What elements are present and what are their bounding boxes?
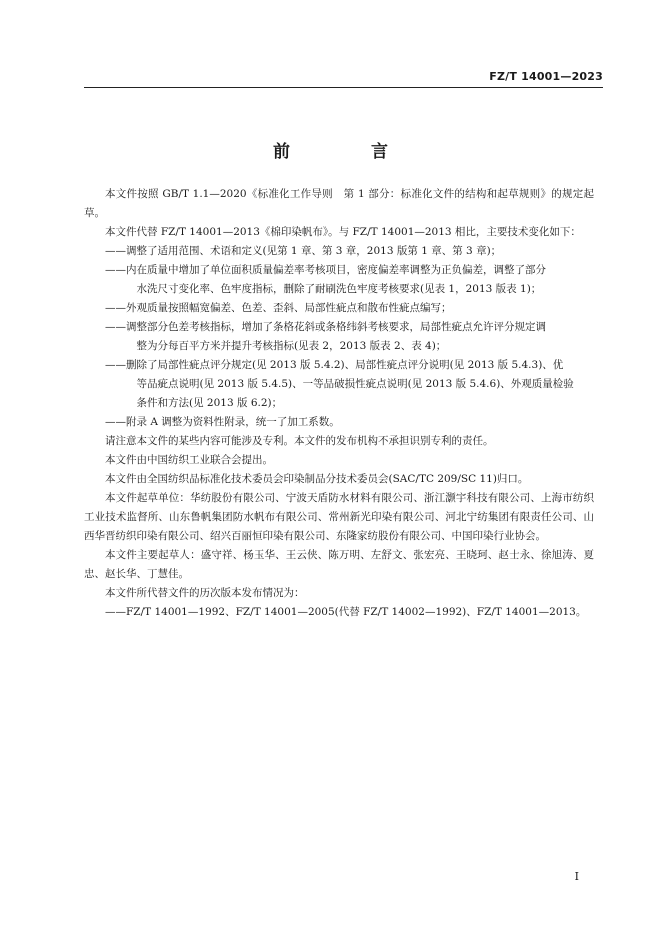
- change-item-line: 整为分每百平方米并提升考核指标(见表 2，2013 版表 2、表 4)；: [136, 340, 447, 352]
- paragraph-history: 本文件所代替文件的历次版本发布情况为：: [105, 587, 305, 599]
- change-item-line: 条件和方法(见 2013 版 6.2)；: [136, 397, 283, 409]
- header-rule: [84, 87, 603, 88]
- page-title: 前 言: [273, 142, 420, 162]
- paragraph-drafting-rules: 本文件按照 GB/T 1.1—2020《标准化工作导则 第 1 部分：标准化文件的结构和起草规则》的规定起草。: [84, 188, 594, 219]
- change-item-deletions: [84, 356, 594, 413]
- paragraph-replaces: 本文件代替 FZ/T 14001—2013《棉印染帆布》。与 FZ/T 14001—2013 相比，主要技术变化如下：: [105, 226, 581, 238]
- change-item-internal-quality: [84, 261, 594, 299]
- change-item-line: ——内在质量中增加了单位面积质量偏差率考核项目，密度偏差率调整为正负偏差，调整了部分: [105, 264, 546, 276]
- change-item-appearance: ——外观质量按照幅宽偏差、色差、歪斜、局部性疵点和散布性疵点编写；: [105, 302, 452, 314]
- paragraph-drafters: 本文件主要起草人：盛守祥、杨玉华、王云侠、陈万明、左舒文、张宏亮、王晓珂、赵士永、徐旭涛、夏忠、赵长华、丁慧佳。: [84, 549, 594, 580]
- change-item-line: 等品疵点说明(见 2013 版 5.4.5)、一等品破损性疵点说明(见 2013 版 5.4.6)、外观质量检验: [136, 378, 574, 390]
- change-item-line: ——调整部分色差考核指标，增加了条格花斜或条格纬斜考核要求，局部性疵点允许评分规定调: [105, 321, 546, 333]
- foreword-body: [84, 185, 594, 622]
- standard-number: FZ/T 14001—2023: [489, 70, 603, 83]
- paragraph-drafting-units: 本文件起草单位：华纺股份有限公司、宁波天盾防水材料有限公司、浙江灏宇科技有限公司、上海市纺织工业技术监督所、山东鲁帆集团防水帆布有限公司、常州新光印染有限公司、河北宁纺集团有限责任公司、山西华晋纺织印染有限公司、绍兴百丽恒印染有限公司、东隆家纺股份有限公司、中国印染行业协会。: [84, 492, 594, 542]
- change-item-color-difference: [84, 318, 594, 356]
- paragraph-technical-committee: 本文件由全国纺织品标准化技术委员会印染制品分技术委员会(SAC/TC 209/SC 11)归口。: [105, 473, 529, 485]
- paragraph-proposed-by: 本文件由中国纺织工业联合会提出。: [105, 454, 273, 466]
- change-item-annex: ——附录 A 调整为资料性附录，统一了加工系数。: [105, 416, 340, 428]
- change-item-scope: ——调整了适用范围、术语和定义(见第 1 章、第 3 章，2013 版第 1 章、第 3 章)；: [105, 245, 502, 257]
- change-item-line: ——删除了局部性疵点评分规定(见 2013 版 5.4.2)、局部性疵点评分说明(见 2013 版 5.4.3)、优: [105, 359, 564, 371]
- change-item-line: 水洗尺寸变化率、色牢度指标，删除了耐刷洗色牢度考核要求(见表 1，2013 版表 1)；: [136, 283, 542, 295]
- paragraph-patent-notice: 请注意本文件的某些内容可能涉及专利。本文件的发布机构不承担识别专利的责任。: [105, 435, 494, 447]
- history-item: ——FZ/T 14001—1992、FZ/T 14001—2005(代替 FZ/T 14002—1992)、FZ/T 14001—2013。: [105, 606, 587, 618]
- page-number: I: [574, 870, 579, 883]
